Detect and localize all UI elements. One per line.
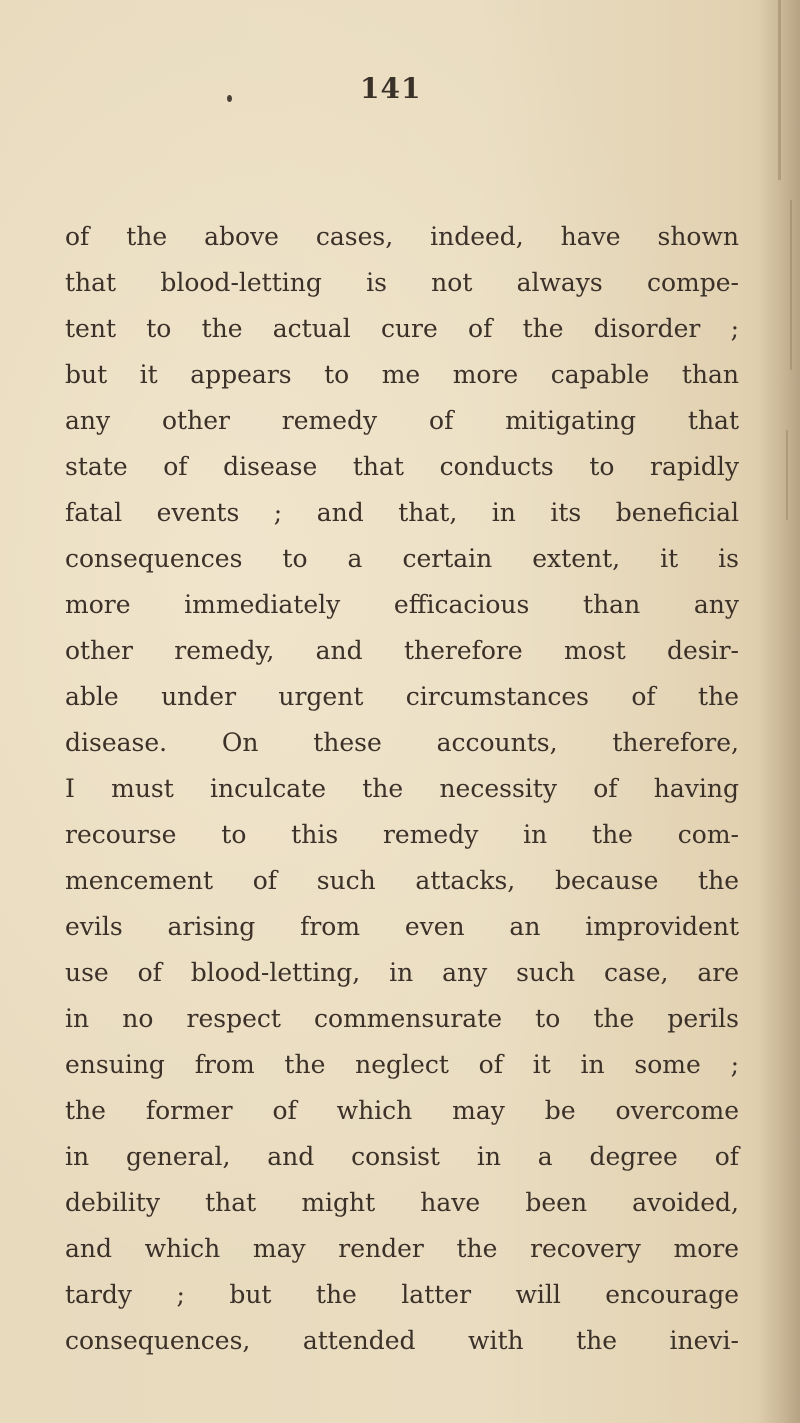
text-line: debility that might have been avoided,: [65, 1188, 739, 1217]
text-line: consequences, attended with the inevi-: [65, 1326, 739, 1355]
text-line: in no respect commensurate to the perils: [65, 1004, 739, 1033]
text-line: use of blood-letting, in any such case, are: [65, 958, 739, 987]
text-line: more immediately efficacious than any: [65, 590, 739, 619]
text-line: ensuing from the neglect of it in some ;: [65, 1050, 739, 1079]
text-line: evils arising from even an improvident: [65, 912, 739, 941]
text-line: and which may render the recovery more: [65, 1234, 739, 1263]
text-line: consequences to a certain extent, it is: [65, 544, 739, 573]
text-line: disease. On these accounts, therefore,: [65, 728, 739, 757]
text-line: I must inculcate the necessity of having: [65, 774, 739, 803]
text-line: mencement of such attacks, because the: [65, 866, 739, 895]
text-line: recourse to this remedy in the com-: [65, 820, 739, 849]
text-line: fatal events ; and that, in its beneficial: [65, 498, 739, 527]
text-line: tent to the actual cure of the disorder ;: [65, 314, 739, 343]
text-line: other remedy, and therefore most desir-: [65, 636, 739, 665]
page-number: 141: [360, 72, 422, 105]
text-line: of the above cases, indeed, have shown: [65, 222, 739, 251]
text-line: tardy ; but the latter will encourage: [65, 1280, 739, 1309]
text-line: but it appears to me more capable than: [65, 360, 739, 389]
text-line: in general, and consist in a degree of: [65, 1142, 739, 1171]
text-line: able under urgent circumstances of the: [65, 682, 739, 711]
text-line: the former of which may be overcome: [65, 1096, 739, 1125]
text-line: that blood-letting is not always compe-: [65, 268, 739, 297]
text-line: state of disease that conducts to rapidly: [65, 452, 739, 481]
text-line: any other remedy of mitigating that: [65, 406, 739, 435]
